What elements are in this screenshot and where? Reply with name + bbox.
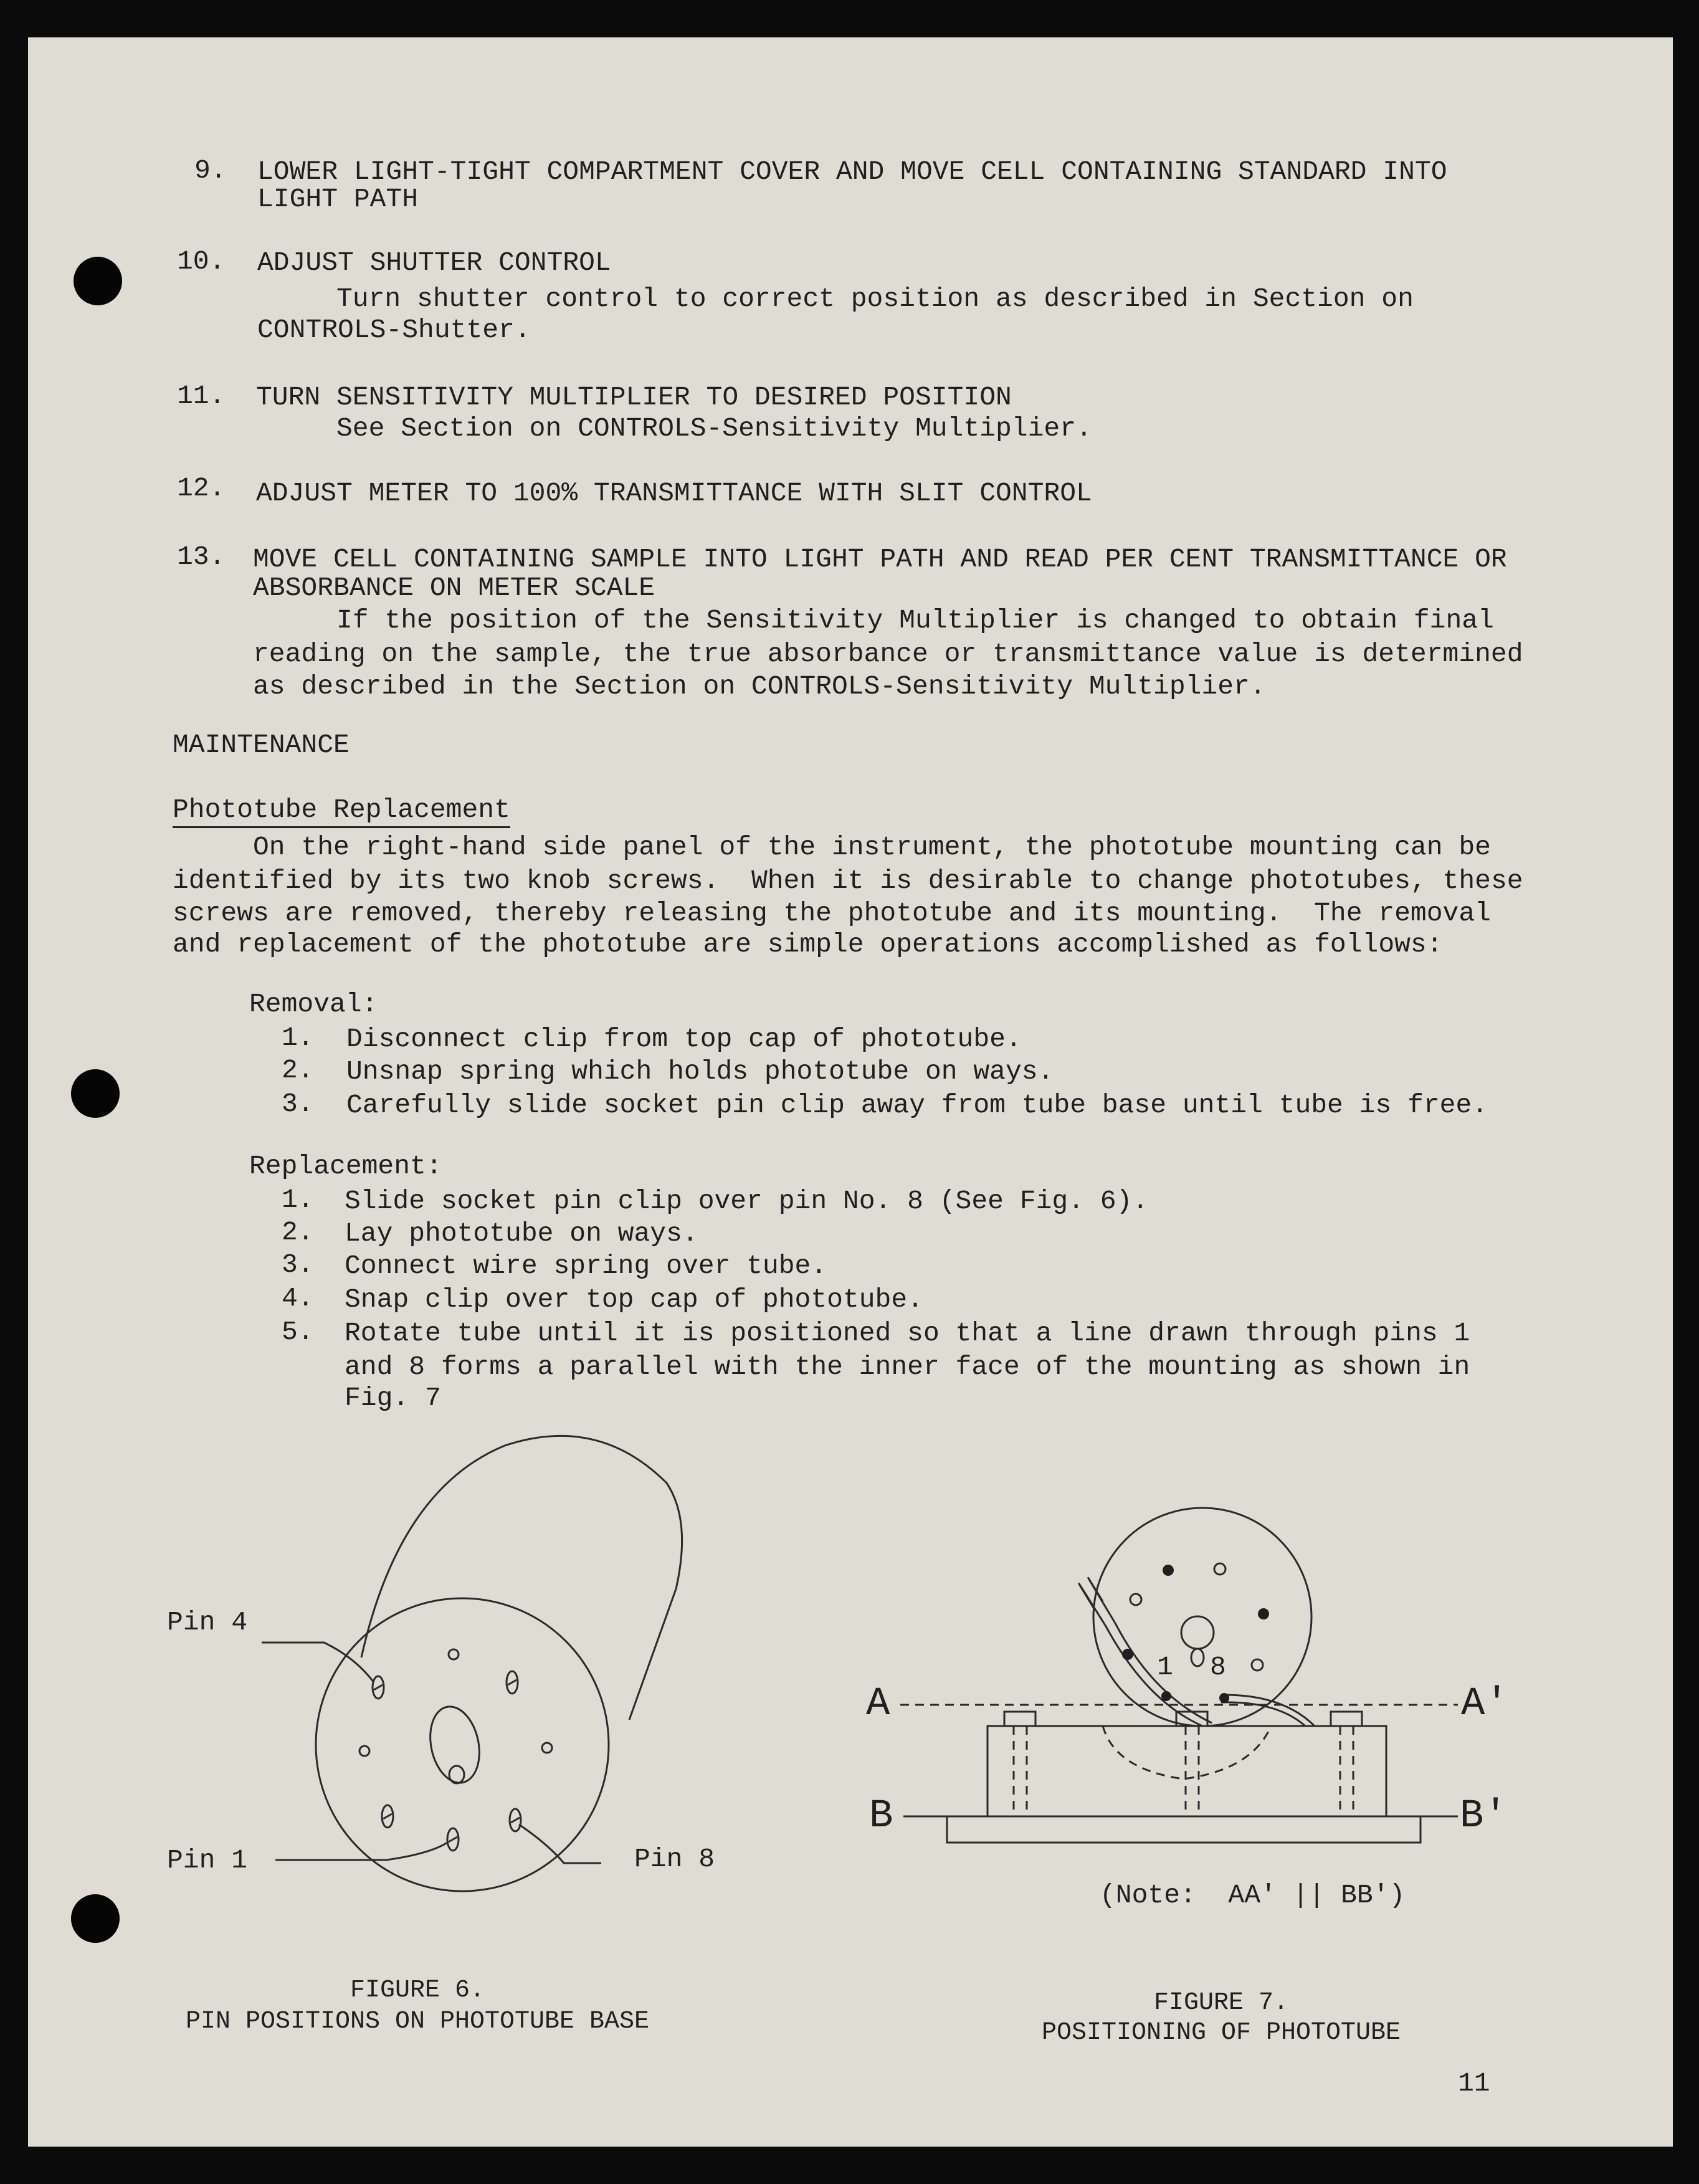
step-number: 11. [177,381,226,411]
list-item: and 8 forms a parallel with the inner face of the mounting as shown in [345,1352,1470,1382]
step-heading: ADJUST SHUTTER CONTROL [257,247,611,278]
pin-4-label: Pin 4 [167,1607,248,1638]
paragraph-line: screws are removed, thereby releasing the phototube and its mounting. The removal [173,898,1491,928]
pin-1-label: Pin 1 [167,1845,248,1876]
page-number: 11 [1458,2068,1490,2099]
figure-6-caption-title: FIGURE 6. [350,1977,485,2005]
fig7-pin-1-label: 1 [1157,1652,1173,1682]
list-item: Rotate tube until it is positioned so that a line drawn through pins 1 [345,1318,1470,1348]
list-number: 2. [282,1055,314,1085]
step-body: See Section on CONTROLS-Sensitivity Multiplier. [336,413,1092,444]
label-b: B [869,1794,893,1839]
list-item: Slide socket pin clip over pin No. 8 (See Fig. 6). [345,1186,1149,1216]
paragraph-line: On the right-hand side panel of the instrument, the phototube mounting can be [253,832,1491,862]
list-item: Lay phototube on ways. [345,1218,698,1249]
step-body: If the position of the Sensitivity Multiplier is changed to obtain final [336,605,1494,636]
binder-hole-middle [71,1069,120,1118]
fig7-pin-8-label: 8 [1210,1652,1226,1682]
list-number: 1. [282,1023,314,1053]
label-b-prime: B' [1460,1794,1508,1839]
step-number: 9. [194,155,227,186]
step-heading: LOWER LIGHT-TIGHT COMPARTMENT COVER AND MOVE CELL CONTAINING STANDARD INTO [257,156,1447,187]
list-label: Removal: [249,989,378,1019]
list-item: Unsnap spring which holds phototube on ways. [346,1056,1054,1087]
step-body: Turn shutter control to correct position as described in Section on [336,284,1414,314]
list-item: Carefully slide socket pin clip away from tube base until tube is free. [346,1090,1488,1120]
paragraph-line: and replacement of the phototube are simple operations accomplished as follows: [173,929,1443,960]
figure-7-caption-title: FIGURE 7. [1153,1989,1289,2017]
step-number: 10. [177,246,226,277]
binder-hole-top [74,257,122,305]
list-number: 1. [282,1185,314,1215]
step-heading: ABSORBANCE ON METER SCALE [253,573,655,603]
label-a: A [866,1682,890,1727]
label-a-prime: A' [1461,1682,1509,1727]
step-heading: ADJUST METER TO 100% TRANSMITTANCE WITH SLIT CONTROL [256,478,1092,508]
list-item: Snap clip over top cap of phototube. [345,1284,923,1315]
step-heading: TURN SENSITIVITY MULTIPLIER TO DESIRED POSITION [256,382,1012,412]
list-number: 3. [282,1089,314,1119]
list-number: 2. [282,1217,314,1247]
step-heading: LIGHT PATH [257,184,419,214]
list-number: 5. [282,1317,314,1347]
list-item: Disconnect clip from top cap of phototube. [346,1024,1022,1054]
section-heading: MAINTENANCE [173,730,350,760]
step-body: reading on the sample, the true absorbance or transmittance value is determined [253,639,1523,669]
figure-7-note: (Note: AA' || BB') [1100,1880,1406,1910]
paragraph-line: identified by its two knob screws. When it is desirable to change phototubes, these [173,865,1523,896]
list-item: Connect wire spring over tube. [345,1251,827,1281]
figure-6-caption: PIN POSITIONS ON PHOTOTUBE BASE [185,2008,650,2036]
list-item: Fig. 7 [345,1383,441,1413]
binder-hole-bottom [71,1894,120,1943]
step-heading: MOVE CELL CONTAINING SAMPLE INTO LIGHT PATH AND READ PER CENT TRANSMITTANCE OR [253,544,1507,575]
list-label: Replacement: [249,1151,442,1181]
pin-8-label: Pin 8 [634,1844,715,1874]
step-number: 13. [177,541,226,572]
step-body: CONTROLS-Shutter. [257,315,531,345]
step-number: 12. [177,473,226,503]
list-number: 4. [282,1283,314,1314]
figure-7-caption: POSITIONING OF PHOTOTUBE [1041,2019,1401,2047]
step-body: as described in the Section on CONTROLS-Sensitivity Multiplier. [253,671,1266,702]
subsection-heading: Phototube Replacement [173,794,510,828]
list-number: 3. [282,1249,314,1280]
